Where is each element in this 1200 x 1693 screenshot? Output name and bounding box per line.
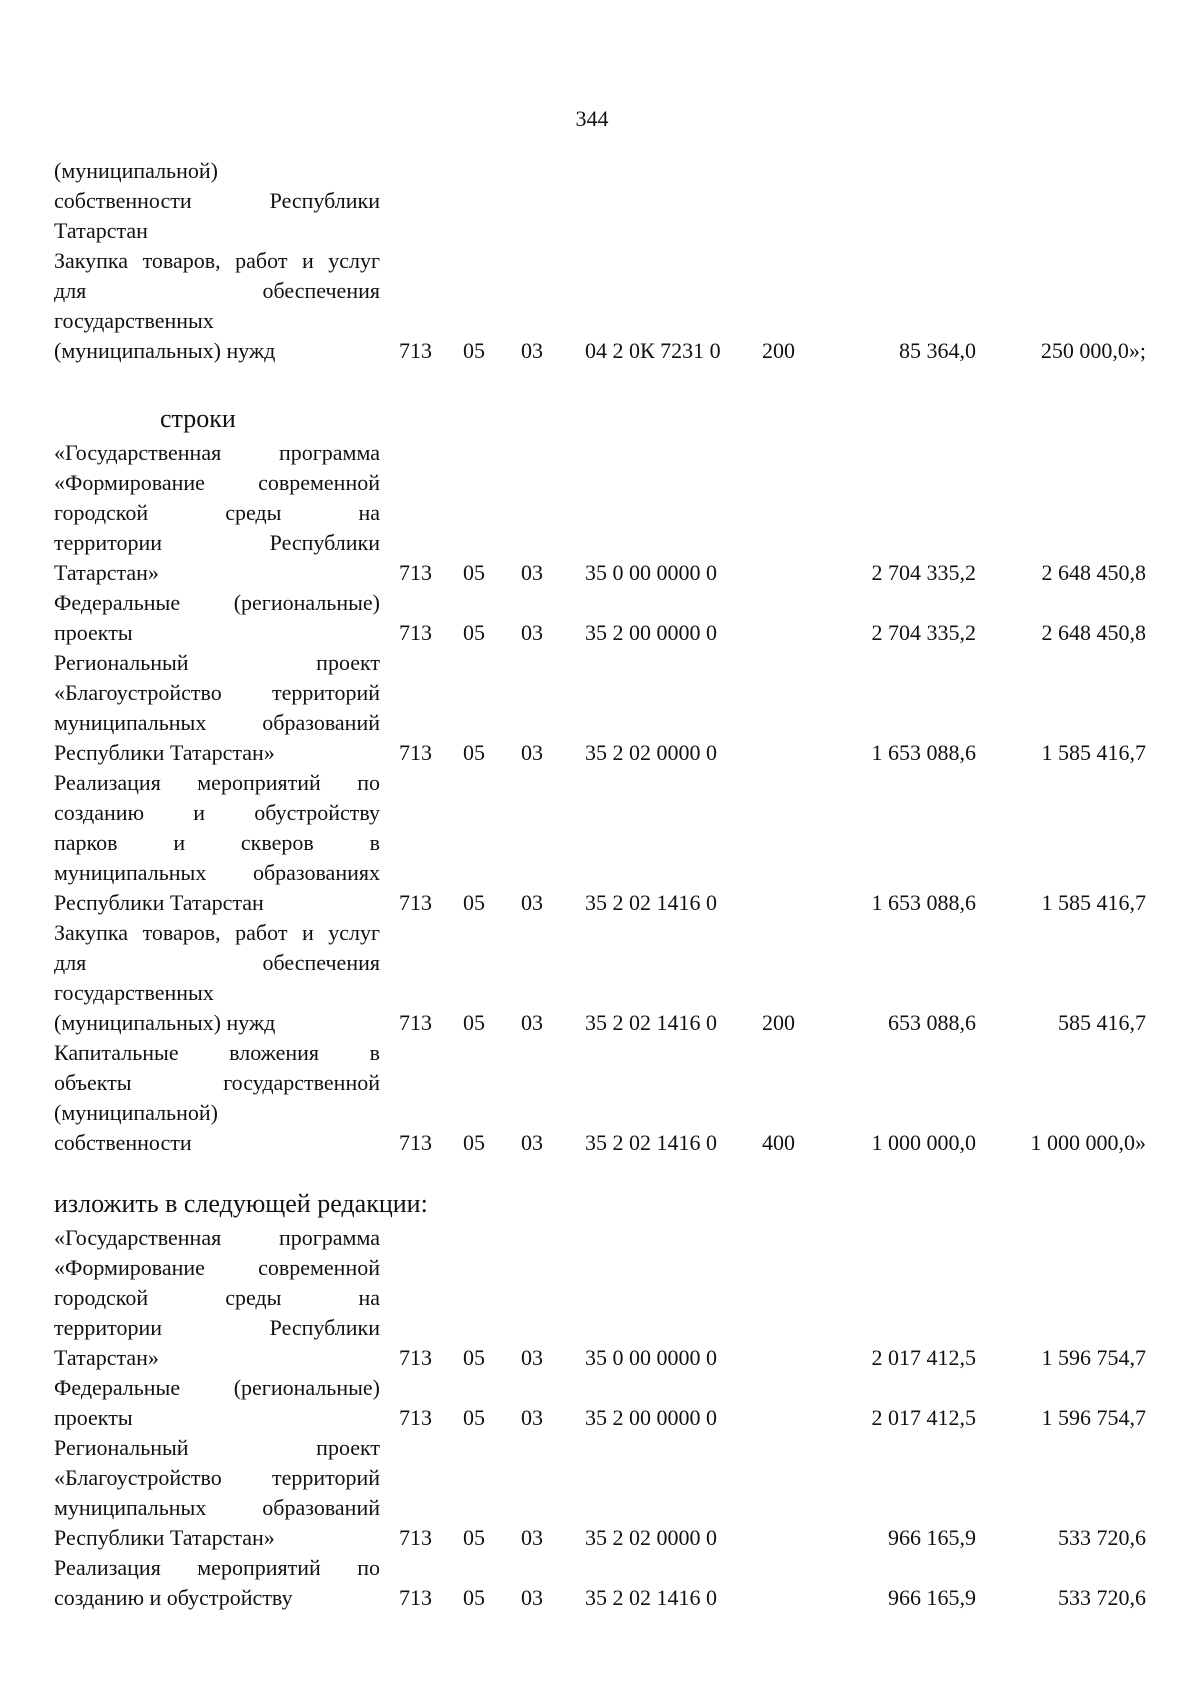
target-article-cell: 35 2 00 0000 0 [585, 1405, 717, 1430]
ministry-code-cell: 713 [399, 1585, 432, 1610]
description-line: собственности Республики [54, 188, 380, 213]
subsection-code-cell: 03 [521, 1405, 543, 1430]
table-fragment-top [0, 156, 1200, 366]
section-code-cell: 05 [463, 1585, 485, 1610]
description-line: территории Республики [54, 530, 380, 555]
amount-year2-cell: 585 416,7 [1058, 1010, 1146, 1035]
ministry-code-cell: 713 [399, 1130, 432, 1155]
description-line: Татарстан» [54, 1345, 159, 1370]
amount-year1-cell: 2 704 335,2 [871, 620, 976, 645]
description-line: для обеспечения [54, 950, 380, 975]
section-code-cell: 05 [463, 890, 485, 915]
table-fragment-strings [0, 403, 1200, 1158]
description-line: собственности [54, 1130, 192, 1155]
amount-year2-cell: 533 720,6 [1058, 1525, 1146, 1550]
section-code-cell: 05 [463, 1525, 485, 1550]
target-article-cell: 35 2 02 0000 0 [585, 740, 717, 765]
section-code-cell: 05 [463, 620, 485, 645]
ministry-code-cell: 713 [399, 1405, 432, 1430]
section-heading-new-edition: изложить в следующей редакции: [54, 1189, 428, 1218]
section-code-cell: 05 [463, 1405, 485, 1430]
description-line: городской среды на [54, 1285, 380, 1310]
description-line: Республики Татарстан» [54, 1525, 275, 1550]
section-code-cell: 05 [463, 338, 485, 363]
description-line: городской среды на [54, 500, 380, 525]
subsection-code-cell: 03 [521, 1525, 543, 1550]
description-line: Закупка товаров, работ и услуг [54, 920, 380, 945]
description-line: Федеральные (региональные) [54, 1375, 380, 1400]
expense-type-cell: 400 [762, 1130, 795, 1155]
description-line: Татарстан» [54, 560, 159, 585]
expense-type-cell: 200 [762, 338, 795, 363]
section-code-cell: 05 [463, 1130, 485, 1155]
ministry-code-cell: 713 [399, 1525, 432, 1550]
target-article-cell: 35 2 02 1416 0 [585, 1585, 717, 1610]
description-line: Федеральные (региональные) [54, 590, 380, 615]
description-line: Региональный проект [54, 650, 380, 675]
description-line: (муниципальных) нужд [54, 1010, 276, 1035]
ministry-code-cell: 713 [399, 740, 432, 765]
ministry-code-cell: 713 [399, 1345, 432, 1370]
target-article-cell: 35 2 00 0000 0 [585, 620, 717, 645]
subsection-code-cell: 03 [521, 338, 543, 363]
ministry-code-cell: 713 [399, 560, 432, 585]
subsection-code-cell: 03 [521, 620, 543, 645]
amount-year1-cell: 1 653 088,6 [871, 740, 976, 765]
description-line: государственных [54, 308, 214, 333]
amount-year2-cell: 2 648 450,8 [1041, 560, 1146, 585]
description-line: Реализация мероприятий по [54, 1555, 380, 1580]
table-row [0, 246, 1200, 366]
description-line: муниципальных образований [54, 1495, 380, 1520]
description-line: «Государственная программа [54, 1225, 380, 1250]
description-line: (муниципальной) [54, 1100, 218, 1125]
amount-year1-cell: 1 000 000,0 [871, 1130, 976, 1155]
section-code-cell: 05 [463, 740, 485, 765]
amount-year1-cell: 653 088,6 [888, 1010, 976, 1035]
description-line: Закупка товаров, работ и услуг [54, 248, 380, 273]
description-line: территории Республики [54, 1315, 380, 1340]
table-row [0, 438, 1200, 588]
table-row [0, 648, 1200, 768]
amount-year1-cell: 2 017 412,5 [871, 1345, 976, 1370]
ministry-code-cell: 713 [399, 890, 432, 915]
description-line: проекты [54, 620, 133, 645]
amount-year1-cell: 966 165,9 [888, 1525, 976, 1550]
amount-year2-cell: 533 720,6 [1058, 1585, 1146, 1610]
description-line: созданию и обустройству [54, 800, 380, 825]
table-fragment-new-edition [0, 1188, 1200, 1613]
subsection-code-cell: 03 [521, 560, 543, 585]
subsection-code-cell: 03 [521, 1345, 543, 1370]
amount-year1-cell: 966 165,9 [888, 1585, 976, 1610]
amount-year2-cell: 1 585 416,7 [1041, 890, 1146, 915]
subsection-code-cell: 03 [521, 740, 543, 765]
description-line: муниципальных образований [54, 710, 380, 735]
description-line: Республики Татарстан [54, 890, 264, 915]
amount-year2-cell: 1 596 754,7 [1041, 1405, 1146, 1430]
target-article-cell: 04 2 0К 7231 0 [585, 338, 721, 363]
expense-type-cell: 200 [762, 1010, 795, 1035]
target-article-cell: 35 2 02 1416 0 [585, 890, 717, 915]
section-code-cell: 05 [463, 1345, 485, 1370]
ministry-code-cell: 713 [399, 338, 432, 363]
amount-year2-cell: 1 585 416,7 [1041, 740, 1146, 765]
amount-year2-cell: 2 648 450,8 [1041, 620, 1146, 645]
description-line: «Благоустройство территорий [54, 1465, 380, 1490]
description-line: (муниципальной) [54, 158, 218, 183]
section-code-cell: 05 [463, 1010, 485, 1035]
table-row [0, 1223, 1200, 1373]
table-row [0, 1553, 1200, 1613]
description-line: «Формирование современной [54, 470, 380, 495]
description-line: Республики Татарстан» [54, 740, 275, 765]
target-article-cell: 35 0 00 0000 0 [585, 560, 717, 585]
subsection-code-cell: 03 [521, 1130, 543, 1155]
amount-year2-cell: 250 000,0»; [1040, 338, 1146, 363]
page-number: 344 [575, 106, 609, 131]
amount-year2-cell: 1 000 000,0» [1030, 1130, 1146, 1155]
description-line: Татарстан [54, 218, 148, 243]
description-line: «Благоустройство территорий [54, 680, 380, 705]
table-row [0, 588, 1200, 648]
description-line: для обеспечения [54, 278, 380, 303]
description-line: «Формирование современной [54, 1255, 380, 1280]
ministry-code-cell: 713 [399, 620, 432, 645]
subsection-code-cell: 03 [521, 890, 543, 915]
target-article-cell: 35 2 02 1416 0 [585, 1010, 717, 1035]
subsection-code-cell: 03 [521, 1010, 543, 1035]
description-line: Региональный проект [54, 1435, 380, 1460]
description-line: парков и скверов в [54, 830, 380, 855]
table-row [0, 1373, 1200, 1433]
description-line: созданию и обустройству [54, 1585, 293, 1610]
table-row [0, 768, 1200, 918]
table-row [0, 918, 1200, 1038]
subsection-code-cell: 03 [521, 1585, 543, 1610]
section-code-cell: 05 [463, 560, 485, 585]
ministry-code-cell: 713 [399, 1010, 432, 1035]
target-article-cell: 35 0 00 0000 0 [585, 1345, 717, 1370]
target-article-cell: 35 2 02 0000 0 [585, 1525, 717, 1550]
description-line: объекты государственной [54, 1070, 380, 1095]
description-line: муниципальных образованиях [54, 860, 380, 885]
table-row [0, 1038, 1200, 1158]
amount-year2-cell: 1 596 754,7 [1041, 1345, 1146, 1370]
description-line: «Государственная программа [54, 440, 380, 465]
description-line: (муниципальных) нужд [54, 338, 276, 363]
description-line: проекты [54, 1405, 133, 1430]
description-line: Реализация мероприятий по [54, 770, 380, 795]
section-heading-strings: строки [160, 404, 236, 433]
amount-year1-cell: 2 704 335,2 [871, 560, 976, 585]
amount-year1-cell: 2 017 412,5 [871, 1405, 976, 1430]
amount-year1-cell: 85 364,0 [899, 338, 976, 363]
table-row [0, 156, 1200, 246]
amount-year1-cell: 1 653 088,6 [871, 890, 976, 915]
target-article-cell: 35 2 02 1416 0 [585, 1130, 717, 1155]
table-row [0, 1433, 1200, 1553]
description-line: Капитальные вложения в [54, 1040, 380, 1065]
description-line: государственных [54, 980, 214, 1005]
